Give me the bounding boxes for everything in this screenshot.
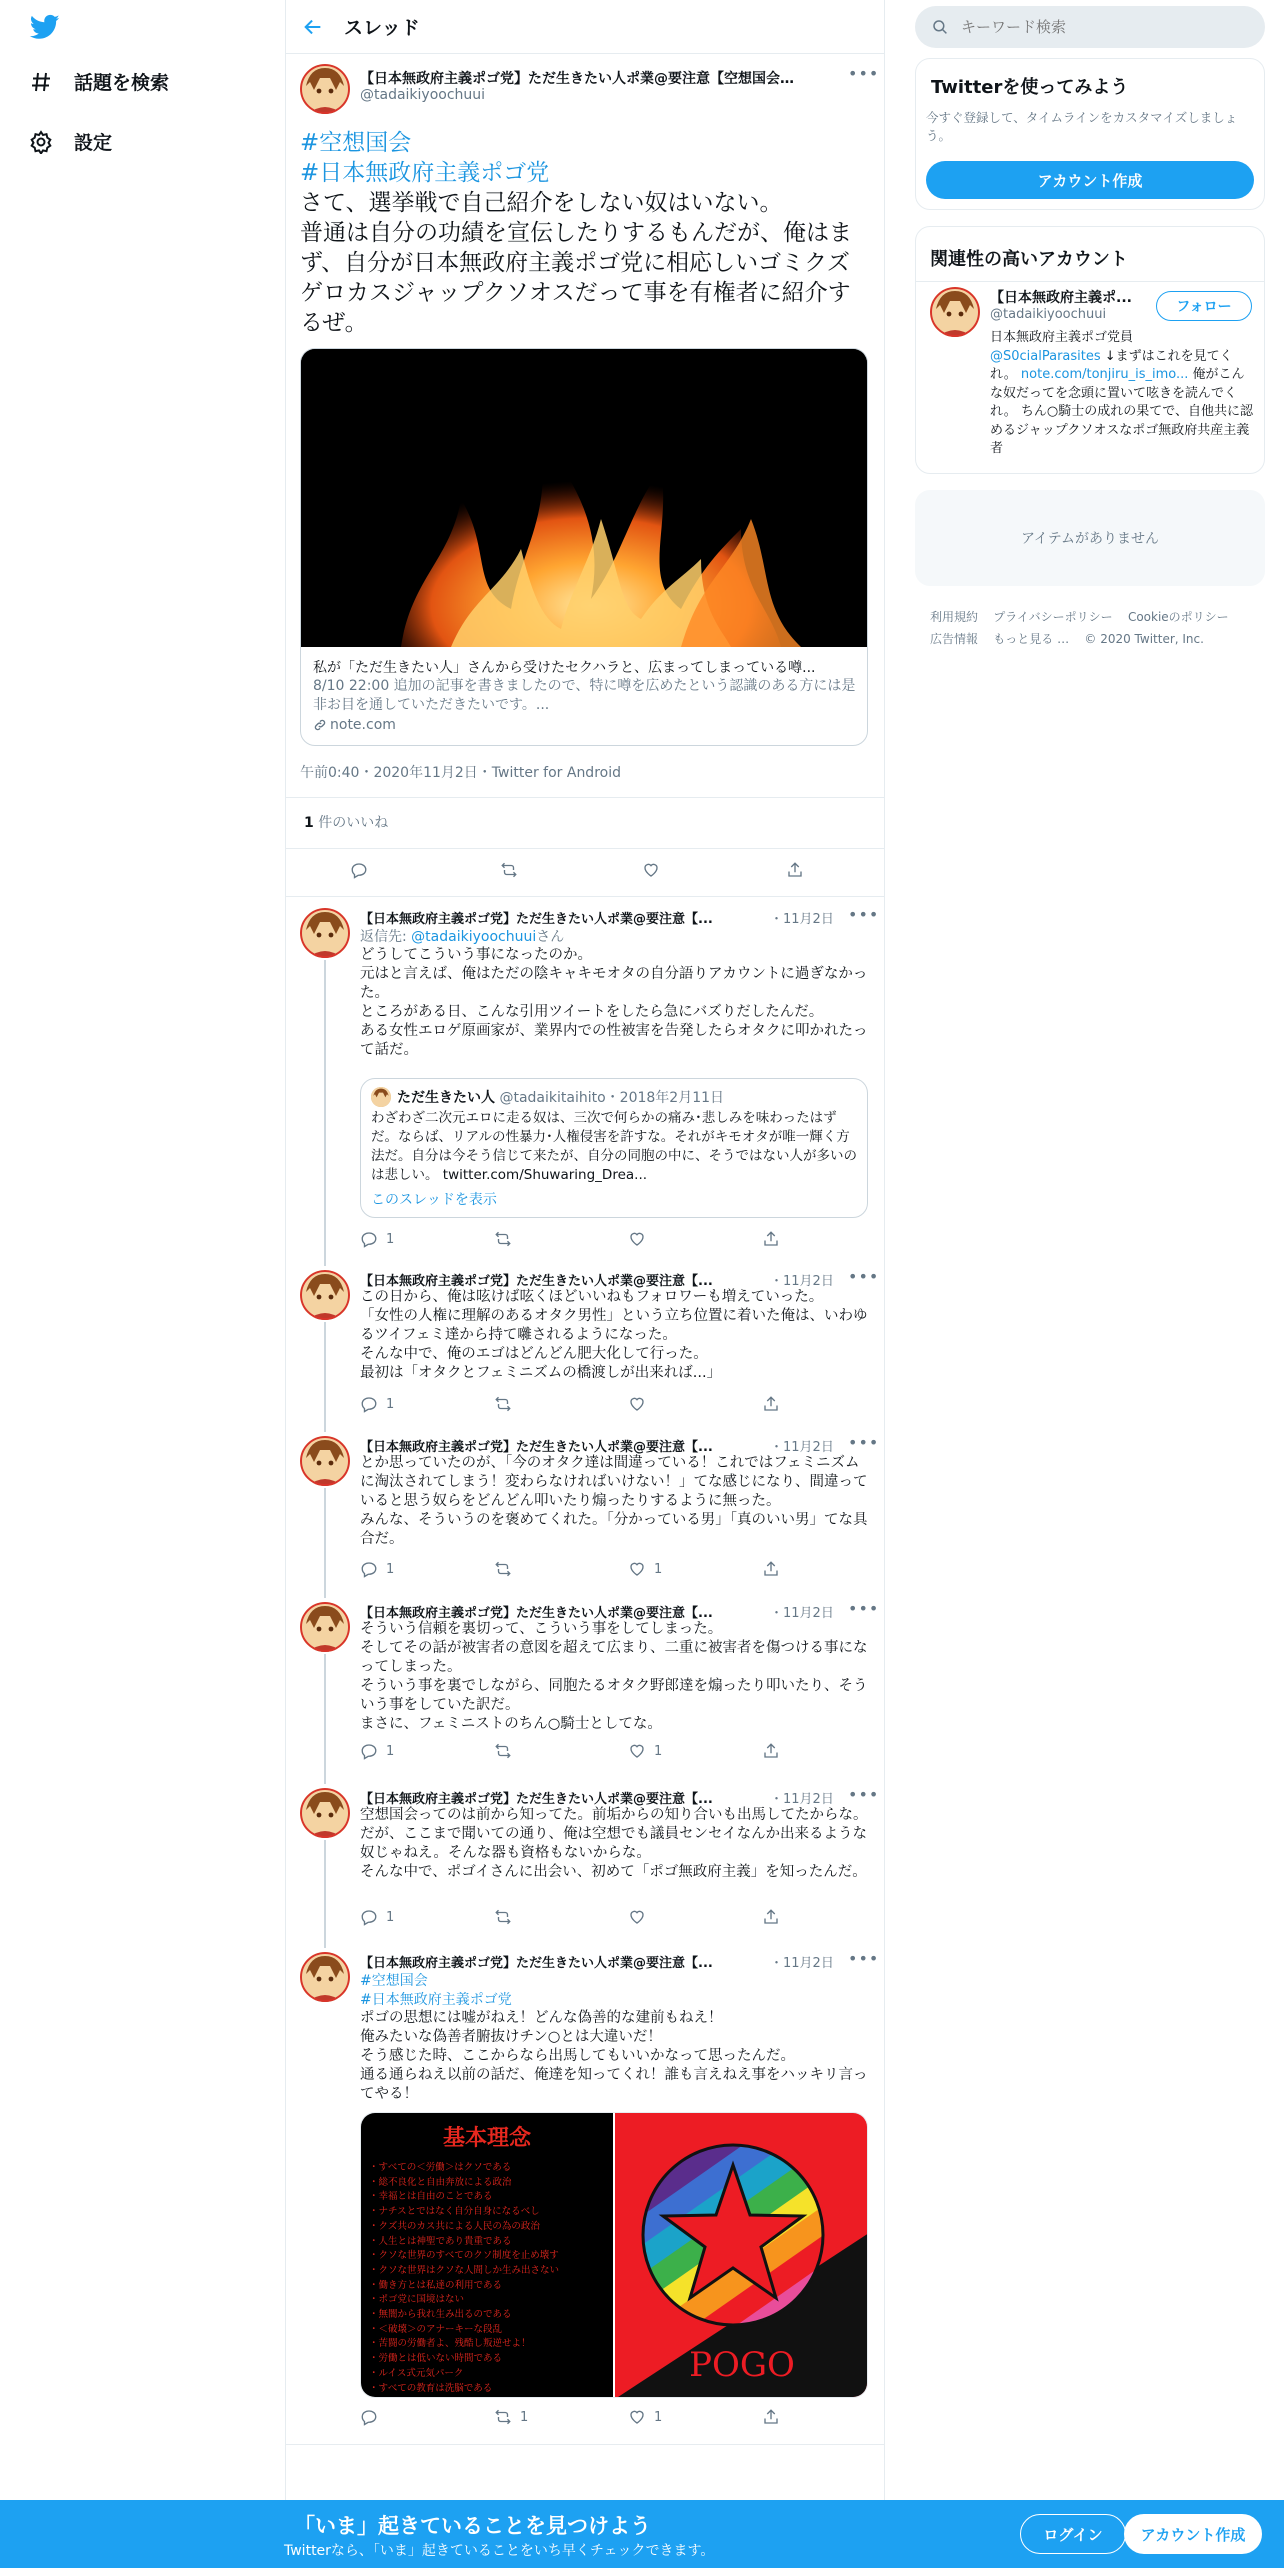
like-count: 1 <box>654 1743 663 1759</box>
tweet-date[interactable]: ・11月2日 <box>770 912 834 927</box>
principle-line: ・苦闘の労働者よ、残酷し叛逆せよ！ <box>369 2338 531 2350</box>
related-title: 関連性の高いアカウント <box>930 249 1128 270</box>
tweet-text: とか思っていたのが、「今のオタク達は間違っている！これではフェミニズムに淘汰されてしまう！変わらなければいけない！」てな感じになり、間違っていると思う奴らをどんどん叩いたり煽ったりするように無った。 みんな、そういうのを褒めてくれた。「分かっている男」「真のいい男」てな具合だ。 <box>360 1455 868 1547</box>
retweet-button[interactable] <box>500 861 526 879</box>
principle-line: ・クソな世界のすべてのクソ制度を止め壊す <box>369 2250 559 2262</box>
bottom-title: 「いま」起きていることを見つけよう <box>294 2514 651 2538</box>
card-description: 8/10 22:00 追加の記事を書きましたので、特に噂を広めたという認識のある方には是非お目を通していただきたいです。... <box>313 678 856 713</box>
author-name[interactable]: 【日本無政府主義ポゴ党】ただ生きたい人ポ業@要注意【... <box>360 1440 713 1455</box>
reply-to <box>360 926 564 946</box>
footer-privacy[interactable]: プライバシーポリシー <box>993 610 1113 624</box>
reply-count: 1 <box>386 1743 395 1759</box>
bio-text: 日本無政府主義ポゴ党員 <box>990 330 1134 345</box>
tweet-actions <box>360 2408 870 2428</box>
back-button[interactable] <box>286 0 340 54</box>
footer-ads[interactable]: 広告情報 <box>930 632 979 646</box>
principle-line: ・ポゴ党に国境はない <box>369 2294 465 2306</box>
likes-label: 件のいいね <box>318 815 389 831</box>
bottom-subtitle: Twitterなら、「いま」起きていることをいち早くチェックできます。 <box>284 2543 715 2559</box>
related-handle[interactable]: @tadaikiyoochuui <box>990 307 1107 322</box>
footer-cookie[interactable]: Cookieのポリシー <box>1127 610 1229 624</box>
reply-button[interactable] <box>360 1908 394 1926</box>
retweet-icon <box>494 1908 512 1926</box>
tweet-media[interactable] <box>360 2112 868 2398</box>
reply-button[interactable] <box>360 1560 394 1578</box>
share-button[interactable] <box>762 1230 788 1248</box>
footer-copyright: © 2020 Twitter, Inc. <box>1084 632 1204 646</box>
principle-line: ・幸福とは自由のことである <box>369 2191 493 2203</box>
author-name[interactable]: 【日本無政府主義ポゴ党】ただ生きたい人ポ業@要注意【... <box>360 1956 713 1971</box>
signup-button[interactable]: アカウント作成 <box>1124 2514 1262 2554</box>
reply-to-handle[interactable]: @tadaikiyoochuui <box>411 929 537 945</box>
hashtag-link[interactable]: #日本無政府主義ポゴ党 <box>300 160 550 186</box>
principle-line: ・無闇から我れ生み出るのである <box>369 2309 512 2320</box>
thread-line <box>324 1840 326 1948</box>
heart-icon <box>628 1908 646 1926</box>
like-count: 1 <box>654 2409 663 2425</box>
reply-icon <box>360 2408 378 2426</box>
reply-to-suffix: さん <box>536 929 565 945</box>
like-button[interactable] <box>628 2408 662 2426</box>
retweet-button[interactable] <box>494 1560 520 1578</box>
bio-link[interactable]: note.com/tonjiru_is_imo... <box>1020 367 1189 382</box>
tweet-date[interactable]: ・11月2日 <box>770 1792 834 1807</box>
reply-icon <box>360 1560 378 1578</box>
link-icon <box>313 718 327 732</box>
related-name[interactable]: 【日本無政府主義ポ... <box>990 290 1132 306</box>
thread-line <box>324 1654 326 1784</box>
like-button[interactable] <box>628 1395 654 1413</box>
principle-line: ・総不良化と自由奔放による政治 <box>369 2176 512 2188</box>
share-button[interactable] <box>786 861 812 879</box>
bio-mention[interactable]: @S0cialParasites <box>990 348 1101 364</box>
principle-line: ・ルイス式元気パーク <box>369 2367 464 2379</box>
show-thread-link[interactable]: このスレッドを表示 <box>371 1192 497 1208</box>
like-button[interactable] <box>642 861 668 879</box>
share-button[interactable] <box>762 1908 788 1926</box>
hashtag-link[interactable]: #空想国会 <box>360 1973 428 1989</box>
reply-button[interactable] <box>360 1395 394 1413</box>
author-name[interactable]: 【日本無政府主義ポゴ党】ただ生きたい人ポ業@要注意【... <box>360 1606 713 1621</box>
reply-icon <box>360 1742 378 1760</box>
main-column <box>285 0 885 2568</box>
reply-count: 1 <box>386 1396 395 1412</box>
share-icon <box>762 2408 780 2426</box>
like-count: 1 <box>654 1561 663 1577</box>
divider <box>286 2444 884 2445</box>
retweet-icon <box>494 1395 512 1413</box>
tweet-text: どうしてこういう事になったのか。 元はと言えば、俺はただの陰キャキモオタの自分語りアカウントに過ぎなかった。 ところがある日、こんな引用ツイートをしたら急にバズりだしたんだ。 ある女性エロゲ原画家が、業界内での性被害を告発したらオタクに叩かれたって話だ。 <box>360 947 868 1058</box>
principle-line: ・＜破壊＞のアナーキーな段乱 <box>369 2323 503 2335</box>
principle-line: ・すべての＜労働＞はクソである <box>369 2162 512 2173</box>
tweet-date[interactable]: ・11月2日 <box>770 1440 834 1455</box>
share-icon <box>762 1908 780 1926</box>
share-button[interactable] <box>762 1560 788 1578</box>
retweet-icon <box>500 861 518 879</box>
heart-icon <box>628 1395 646 1413</box>
retweet-button[interactable] <box>494 1908 520 1926</box>
share-button[interactable] <box>762 1742 788 1760</box>
card-image-fire <box>301 349 868 647</box>
nav-settings[interactable] <box>28 128 112 155</box>
principle-line: ・すべての教育は洗脳である <box>369 2382 493 2394</box>
author-name[interactable]: 【日本無政府主義ポゴ党】ただ生きたい人ポ業@要注意【... <box>360 912 713 927</box>
main-tweet-actions <box>286 861 884 881</box>
principle-line: ・労働とは低いない時間である <box>369 2353 503 2365</box>
retweet-count: 1 <box>520 2409 529 2425</box>
related-accounts-panel <box>915 226 1265 474</box>
tweet-actions <box>360 1560 870 1580</box>
more-options-icon[interactable]: ••• <box>848 1949 880 1968</box>
quote-name: ただ生きたい人 <box>397 1090 495 1106</box>
avatar[interactable] <box>300 1602 350 1652</box>
avatar[interactable] <box>300 1436 350 1486</box>
bottom-signup-bar <box>0 2500 1284 2568</box>
follow-button[interactable]: フォロー <box>1156 291 1252 321</box>
principle-line: ・人生とは神聖であり貴重である <box>369 2235 512 2247</box>
retweet-icon <box>494 1742 512 1760</box>
heart-icon <box>628 1560 646 1578</box>
card-title: 私が「ただ生きたい人」さんから受けたセクハラと、広まってしまっている噂... <box>313 660 816 676</box>
reply-icon <box>350 861 368 879</box>
share-button[interactable] <box>762 2408 788 2426</box>
thread-line <box>324 960 326 1266</box>
related-avatar[interactable] <box>930 287 980 337</box>
quote-tweet[interactable] <box>360 1078 868 1218</box>
likes-summary[interactable] <box>304 812 388 832</box>
reply-button[interactable] <box>360 2408 386 2426</box>
retweet-button[interactable] <box>494 1230 520 1248</box>
like-button[interactable] <box>628 1560 662 1578</box>
thread-header <box>286 0 884 54</box>
principles-title: 基本理念 <box>442 2125 531 2151</box>
reply-icon <box>360 1908 378 1926</box>
pogo-logo-image <box>615 2113 868 2398</box>
tweet-timestamp[interactable]: 午前0:40・2020年11月2日・Twitter for Android <box>300 765 621 781</box>
share-button[interactable] <box>762 1395 788 1413</box>
trends-empty: アイテムがありません <box>1020 531 1160 547</box>
signup-title: Twitterを使ってみよう <box>931 77 1129 98</box>
quote-avatar <box>371 1087 391 1107</box>
hash-icon <box>28 69 54 95</box>
principle-line: ・働き方とは私達の利用である <box>369 2279 503 2291</box>
tweet-date[interactable]: ・11月2日 <box>770 1274 834 1289</box>
share-icon <box>762 1560 780 1578</box>
card-domain-text: note.com <box>330 717 396 733</box>
reply-button[interactable] <box>360 1230 394 1248</box>
login-button[interactable]: ログイン <box>1020 2514 1126 2554</box>
more-options-icon[interactable]: ••• <box>848 64 880 83</box>
more-options-icon[interactable]: ••• <box>848 905 880 924</box>
reply-count: 1 <box>386 1231 395 1247</box>
reply-to-prefix: 返信先: <box>360 929 412 945</box>
author-name[interactable]: 【日本無政府主義ポゴ党】ただ生きたい人ポ業@要注意【空想国会… <box>360 71 794 87</box>
nav-explore[interactable] <box>28 68 169 95</box>
search-input[interactable] <box>961 18 1241 36</box>
reply-count: 1 <box>386 1909 395 1925</box>
principle-line: ・クズ共のカス共による人民の為の政治 <box>369 2220 540 2232</box>
reply-button[interactable] <box>360 1742 394 1760</box>
nav-explore-label: 話題を検索 <box>74 72 170 94</box>
left-nav <box>0 0 285 2568</box>
footer-links <box>930 606 1260 650</box>
retweet-icon <box>494 1230 512 1248</box>
footer-more[interactable]: もっと見る … <box>993 632 1070 646</box>
search-box[interactable] <box>915 6 1265 48</box>
heart-icon <box>628 2408 646 2426</box>
tweet-text: この日から、俺は呟けば呟くほどいいねもフォロワーも増えていった。 「女性の人権に理解のあるオタク男性」という立ち位置に着いた俺は、いわゆるツイフェミ達から持て囃されるようになった。 そんな中で、俺のエゴはどんどん肥大化して行った。 最初は「オタクとフェミニズムの橋渡しが出来れば...」 <box>360 1289 868 1381</box>
quote-text: わざわざ二次元エロに走る奴は、三次で何らかの痛み･悲しみを味わったはずだ。ならば、リアルの性暴力･人権侵害を許すな。それがキモオタが唯一輝く方法だ。自分は今そう信じて来たが、自分の同胞の中に、そうではない人が多いのは悲しい。 twitter.com/Shuwaring_Drea... <box>371 1110 857 1183</box>
avatar[interactable] <box>300 908 350 958</box>
page-title: スレッド <box>344 17 420 39</box>
thread-line <box>324 1322 326 1432</box>
signup-panel <box>915 58 1265 210</box>
like-button[interactable] <box>628 1742 662 1760</box>
avatar[interactable] <box>300 1270 350 1320</box>
like-button[interactable] <box>628 1230 654 1248</box>
quote-author <box>397 1087 724 1107</box>
reply-button[interactable] <box>350 861 376 879</box>
quote-handle: @tadaikitaihito <box>499 1090 606 1106</box>
principle-line: ・ナチスとではなく自分自身になるべし <box>369 2206 540 2218</box>
tweet-date[interactable]: ・11月2日 <box>770 1956 834 1971</box>
footer-terms[interactable]: 利用規約 <box>930 610 979 624</box>
quote-date: ・2018年2月11日 <box>605 1090 725 1106</box>
search-icon <box>931 18 949 36</box>
more-options-icon[interactable]: ••• <box>848 1785 880 1804</box>
tweet-date[interactable]: ・11月2日 <box>770 1606 834 1621</box>
link-card[interactable] <box>300 348 868 746</box>
likes-count: 1 <box>304 815 314 831</box>
tweet-actions <box>360 1395 870 1415</box>
author-name[interactable]: 【日本無政府主義ポゴ党】ただ生きたい人ポ業@要注意【... <box>360 1792 713 1807</box>
avatar[interactable] <box>300 1788 350 1838</box>
pogo-label: POGO <box>689 2345 795 2385</box>
tweet-text: 空想国会ってのは前から知ってた。前垢からの知り合いも出馬してたからな。だが、ここまで聞いての通り、俺は空想でも議員センセイなんか出来るような奴じゃねえ。そんな器も資格もないからな。 そんな中で、ポゴイさんに出会い、初めて「ポゴ無政府主義」を知ったんだ。 <box>360 1807 868 1880</box>
reply-icon <box>360 1395 378 1413</box>
share-icon <box>762 1742 780 1760</box>
avatar[interactable] <box>300 64 350 114</box>
share-icon <box>762 1395 780 1413</box>
tweet-text: ポゴの思想には嘘がねえ！どんな偽善的な建前もねえ！ 俺みたいな偽善者腑抜けチン○とは大違いだ！ そう感じた時、ここからなら出馬してもいいかなって思ったんだ。 通る通らねえ以前の話だ、俺達を知ってくれ！誰も言えねえ事をハッキリ言ってやる！ <box>360 2010 868 2102</box>
hashtag-link[interactable]: #日本無政府主義ポゴ党 <box>360 1992 512 2008</box>
tweet-actions <box>360 1230 870 1250</box>
heart-icon <box>628 1230 646 1248</box>
share-icon <box>786 861 804 879</box>
retweet-button[interactable] <box>494 2408 528 2426</box>
retweet-icon <box>494 2408 512 2426</box>
more-options-icon[interactable]: ••• <box>848 1433 880 1452</box>
reply-icon <box>360 1230 378 1248</box>
avatar[interactable] <box>300 1952 350 2002</box>
heart-icon <box>642 861 660 879</box>
tweet-actions <box>360 1908 870 1928</box>
tweet-text: さて、選挙戦で自己紹介をしない奴はいない。 普通は自分の功績を宣伝したりするもんだが、俺はまず、自分が日本無政府主義ポゴ党に相応しいゴミクズゲロカスジャップクソオスだって事を有権者に紹介するぜ。 <box>300 190 852 336</box>
principle-line: ・クソな世界はクソな人間しか生み出さない <box>369 2264 560 2276</box>
bio-text: 俺がこんな奴だってを念頭に置いて呟きを読んでくれ。 ちん○騎士の成れの果てで、自他共に認めるジャップクソオスなポゴ無政府共産主義者 <box>990 367 1253 456</box>
bio-text: ↓まずはこれを見てくれ。 <box>990 348 1233 382</box>
principles-image <box>361 2113 613 2398</box>
tweet-text: そういう信頼を裏切って、こういう事をしてしまった。 そしてその話が被害者の意図を超えて広まり、二重に被害者を傷つける事になってしまった。 そういう事を裏でしながら、同胞たるオタク野郎達を煽ったり叩いたり、そういう事をしていた訳だ。 まさに、フェミニストのちん○騎士としてな。 <box>360 1621 868 1732</box>
trends-panel <box>915 490 1265 586</box>
gear-icon <box>28 129 54 155</box>
retweet-button[interactable] <box>494 1395 520 1413</box>
nav-settings-label: 設定 <box>74 132 113 154</box>
hashtag-link[interactable]: #空想国会 <box>300 130 412 156</box>
more-options-icon[interactable]: ••• <box>848 1599 880 1618</box>
author-name[interactable]: 【日本無政府主義ポゴ党】ただ生きたい人ポ業@要注意【... <box>360 1274 713 1289</box>
reply-count: 1 <box>386 1561 395 1577</box>
like-button[interactable] <box>628 1908 654 1926</box>
card-domain <box>313 717 396 733</box>
create-account-button[interactable]: アカウント作成 <box>926 161 1254 199</box>
signup-description: 今すぐ登録して、タイムラインをカスタマイズしましょう。 <box>926 110 1238 143</box>
thread-line <box>324 1488 326 1598</box>
tweet-actions <box>360 1742 870 1762</box>
retweet-icon <box>494 1560 512 1578</box>
arrow-left-icon <box>302 16 324 38</box>
twitter-bird-icon[interactable] <box>28 12 62 42</box>
heart-icon <box>628 1742 646 1760</box>
author-handle[interactable]: @tadaikiyoochuui <box>360 87 486 103</box>
retweet-button[interactable] <box>494 1742 520 1760</box>
more-options-icon[interactable]: ••• <box>848 1267 880 1286</box>
share-icon <box>762 1230 780 1248</box>
related-bio <box>990 329 1256 459</box>
